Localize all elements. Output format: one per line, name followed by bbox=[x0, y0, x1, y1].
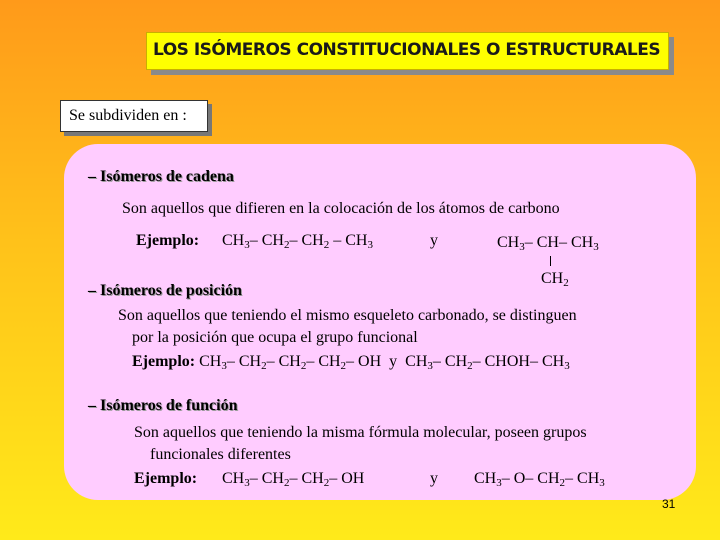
formula-funcion-b: $CH_3-$ O– $CH_2-$ $CH_3$ bbox=[474, 470, 605, 489]
example-label-funcion: Ejemplo: bbox=[134, 470, 198, 487]
subtitle: Se subdividen en : bbox=[69, 107, 187, 124]
connector-funcion: y bbox=[430, 470, 438, 487]
formula-posicion-a: $CH_3-$ $CH_2-$ $CH_2-$ $CH_2-$ OH bbox=[199, 353, 382, 372]
section-description-funcion-line1: Son aquellos que teniendo la misma fórmula molecular, poseen grupos bbox=[134, 424, 587, 441]
section-heading-posicion: – Isómeros de posición bbox=[88, 282, 242, 299]
page-title: LOS ISÓMEROS CONSTITUCIONALES O ESTRUCTURALES bbox=[153, 40, 661, 60]
title-banner bbox=[146, 32, 669, 70]
subtitle-box bbox=[60, 100, 208, 132]
connector-posicion: y bbox=[389, 353, 398, 370]
section-heading-cadena: – Isómeros de cadena bbox=[88, 168, 234, 185]
section-description-posicion-line1: Son aquellos que teniendo el mismo esqueleto carbonado, se distinguen bbox=[118, 307, 577, 324]
formula-funcion-a: $CH_3-$ $CH_2-$ $CH_2-$ OH bbox=[222, 470, 365, 489]
formula-cadena-a: $CH_3-$ $CH_2-$ $CH_2 - CH_3$ bbox=[222, 232, 373, 251]
section-heading-funcion: – Isómeros de función bbox=[88, 397, 238, 414]
page-number: 31 bbox=[662, 497, 676, 511]
section-description-posicion-line2: por la posición que ocupa el grupo funcional bbox=[132, 329, 418, 346]
branch-bond bbox=[550, 256, 551, 266]
section-description-funcion-line2: funcionales diferentes bbox=[150, 446, 291, 463]
section-description-cadena: Son aquellos que difieren en la colocación de los átomos de carbono bbox=[122, 200, 560, 217]
formula-cadena-b-main: $CH_3-$ CH– $CH_3$ bbox=[497, 234, 599, 253]
example-label-cadena: Ejemplo: bbox=[136, 232, 200, 249]
example-row-posicion bbox=[132, 353, 570, 372]
formula-cadena-b-branch: $CH_2$ bbox=[541, 270, 569, 289]
formula-posicion-b: $CH_3-$ $CH_2-$ CHOH– $CH_3$ bbox=[405, 353, 570, 372]
example-label-posicion: Ejemplo: bbox=[132, 353, 196, 370]
connector-cadena: y bbox=[430, 232, 438, 249]
